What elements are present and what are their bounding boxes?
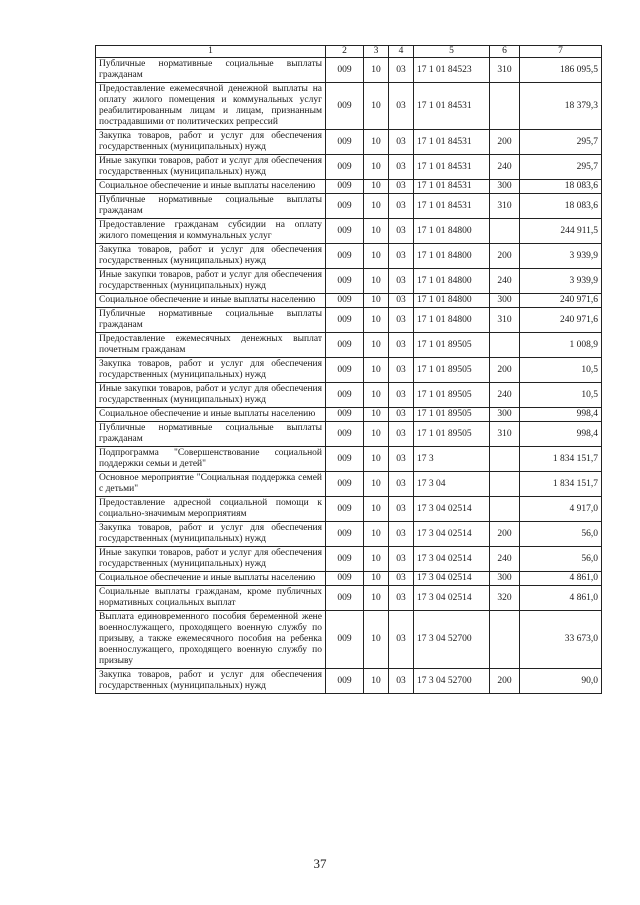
row-subsection-code: 03 bbox=[389, 422, 414, 447]
row-subsection-code: 03 bbox=[389, 358, 414, 383]
row-subsection-code: 03 bbox=[389, 547, 414, 572]
page-number: 37 bbox=[313, 856, 327, 871]
header-row bbox=[96, 46, 602, 58]
row-subsection-code: 03 bbox=[389, 308, 414, 333]
row-section-code: 10 bbox=[364, 547, 389, 572]
row-target-article-code: 17 1 01 84800 bbox=[414, 219, 490, 244]
row-name: Публичные нормативные социальные выплаты гражданам bbox=[96, 422, 326, 447]
row-target-article-code: 17 3 04 02514 bbox=[414, 522, 490, 547]
row-section-code: 10 bbox=[364, 180, 389, 194]
table-body bbox=[96, 58, 602, 694]
row-grbs-code: 009 bbox=[326, 422, 364, 447]
row-target-article-code: 17 1 01 84531 bbox=[414, 194, 490, 219]
row-amount: 240 971,6 bbox=[520, 294, 602, 308]
row-section-code: 10 bbox=[364, 244, 389, 269]
table-row bbox=[96, 472, 602, 497]
row-section-code: 10 bbox=[364, 586, 389, 611]
row-amount: 33 673,0 bbox=[520, 611, 602, 669]
header-cell: 5 bbox=[414, 46, 490, 58]
row-name: Социальное обеспечение и иные выплаты населению bbox=[96, 180, 326, 194]
row-expense-type-code bbox=[490, 219, 520, 244]
table-row bbox=[96, 155, 602, 180]
row-amount: 10,5 bbox=[520, 383, 602, 408]
row-target-article-code: 17 3 04 02514 bbox=[414, 497, 490, 522]
row-section-code: 10 bbox=[364, 497, 389, 522]
table-row bbox=[96, 244, 602, 269]
row-target-article-code: 17 1 01 89505 bbox=[414, 358, 490, 383]
row-amount: 56,0 bbox=[520, 547, 602, 572]
row-section-code: 10 bbox=[364, 130, 389, 155]
row-expense-type-code: 310 bbox=[490, 422, 520, 447]
row-subsection-code: 03 bbox=[389, 58, 414, 83]
row-section-code: 10 bbox=[364, 58, 389, 83]
row-amount: 244 911,5 bbox=[520, 219, 602, 244]
row-amount: 3 939,9 bbox=[520, 269, 602, 294]
row-expense-type-code: 200 bbox=[490, 244, 520, 269]
row-expense-type-code: 200 bbox=[490, 522, 520, 547]
row-grbs-code: 009 bbox=[326, 83, 364, 130]
row-section-code: 10 bbox=[364, 522, 389, 547]
row-name: Предоставление ежемесячных денежных выплат почетным гражданам bbox=[96, 333, 326, 358]
row-section-code: 10 bbox=[364, 472, 389, 497]
table-row bbox=[96, 522, 602, 547]
table-row bbox=[96, 669, 602, 694]
row-subsection-code: 03 bbox=[389, 155, 414, 180]
row-target-article-code: 17 3 04 52700 bbox=[414, 611, 490, 669]
row-expense-type-code: 320 bbox=[490, 586, 520, 611]
row-grbs-code: 009 bbox=[326, 244, 364, 269]
table-row bbox=[96, 194, 602, 219]
row-grbs-code: 009 bbox=[326, 572, 364, 586]
row-amount: 295,7 bbox=[520, 130, 602, 155]
row-subsection-code: 03 bbox=[389, 194, 414, 219]
table-row bbox=[96, 358, 602, 383]
row-target-article-code: 17 1 01 84523 bbox=[414, 58, 490, 83]
row-section-code: 10 bbox=[364, 269, 389, 294]
row-amount: 56,0 bbox=[520, 522, 602, 547]
table-row bbox=[96, 130, 602, 155]
row-subsection-code: 03 bbox=[389, 447, 414, 472]
header-cell: 1 bbox=[96, 46, 326, 58]
row-grbs-code: 009 bbox=[326, 58, 364, 83]
header-cell: 2 bbox=[326, 46, 364, 58]
row-amount: 998,4 bbox=[520, 422, 602, 447]
row-section-code: 10 bbox=[364, 83, 389, 130]
row-grbs-code: 009 bbox=[326, 586, 364, 611]
row-grbs-code: 009 bbox=[326, 358, 364, 383]
row-section-code: 10 bbox=[364, 669, 389, 694]
row-target-article-code: 17 3 04 02514 bbox=[414, 586, 490, 611]
row-expense-type-code: 300 bbox=[490, 572, 520, 586]
row-name: Иные закупки товаров, работ и услуг для обеспечения государственных (муниципальных) нужд bbox=[96, 269, 326, 294]
row-expense-type-code: 300 bbox=[490, 408, 520, 422]
table-row bbox=[96, 572, 602, 586]
row-target-article-code: 17 3 04 02514 bbox=[414, 572, 490, 586]
row-expense-type-code: 240 bbox=[490, 155, 520, 180]
row-subsection-code: 03 bbox=[389, 611, 414, 669]
row-grbs-code: 009 bbox=[326, 155, 364, 180]
table-row bbox=[96, 611, 602, 669]
row-grbs-code: 009 bbox=[326, 180, 364, 194]
row-subsection-code: 03 bbox=[389, 219, 414, 244]
row-amount: 1 834 151,7 bbox=[520, 472, 602, 497]
row-section-code: 10 bbox=[364, 447, 389, 472]
row-grbs-code: 009 bbox=[326, 130, 364, 155]
row-name: Социальное обеспечение и иные выплаты населению bbox=[96, 572, 326, 586]
row-name: Закупка товаров, работ и услуг для обеспечения государственных (муниципальных) нужд bbox=[96, 669, 326, 694]
row-subsection-code: 03 bbox=[389, 244, 414, 269]
row-expense-type-code: 300 bbox=[490, 294, 520, 308]
row-amount: 240 971,6 bbox=[520, 308, 602, 333]
table-row bbox=[96, 408, 602, 422]
row-name: Иные закупки товаров, работ и услуг для обеспечения государственных (муниципальных) нужд bbox=[96, 383, 326, 408]
row-target-article-code: 17 3 04 02514 bbox=[414, 547, 490, 572]
row-grbs-code: 009 bbox=[326, 472, 364, 497]
row-grbs-code: 009 bbox=[326, 497, 364, 522]
row-grbs-code: 009 bbox=[326, 408, 364, 422]
table-row bbox=[96, 333, 602, 358]
row-expense-type-code: 200 bbox=[490, 669, 520, 694]
row-amount: 18 379,3 bbox=[520, 83, 602, 130]
row-amount: 186 095,5 bbox=[520, 58, 602, 83]
row-name: Иные закупки товаров, работ и услуг для обеспечения государственных (муниципальных) нужд bbox=[96, 155, 326, 180]
row-amount: 998,4 bbox=[520, 408, 602, 422]
row-amount: 90,0 bbox=[520, 669, 602, 694]
row-subsection-code: 03 bbox=[389, 522, 414, 547]
row-expense-type-code: 310 bbox=[490, 194, 520, 219]
row-amount: 3 939,9 bbox=[520, 244, 602, 269]
row-section-code: 10 bbox=[364, 308, 389, 333]
row-subsection-code: 03 bbox=[389, 333, 414, 358]
row-amount: 4 861,0 bbox=[520, 586, 602, 611]
row-grbs-code: 009 bbox=[326, 611, 364, 669]
row-name: Закупка товаров, работ и услуг для обеспечения государственных (муниципальных) нужд bbox=[96, 244, 326, 269]
table-row bbox=[96, 497, 602, 522]
row-section-code: 10 bbox=[364, 333, 389, 358]
row-target-article-code: 17 1 01 84800 bbox=[414, 294, 490, 308]
row-subsection-code: 03 bbox=[389, 497, 414, 522]
row-name: Закупка товаров, работ и услуг для обеспечения государственных (муниципальных) нужд bbox=[96, 130, 326, 155]
row-subsection-code: 03 bbox=[389, 472, 414, 497]
row-subsection-code: 03 bbox=[389, 294, 414, 308]
row-section-code: 10 bbox=[364, 408, 389, 422]
row-target-article-code: 17 1 01 89505 bbox=[414, 333, 490, 358]
row-amount: 1 834 151,7 bbox=[520, 447, 602, 472]
row-expense-type-code bbox=[490, 447, 520, 472]
row-section-code: 10 bbox=[364, 294, 389, 308]
row-section-code: 10 bbox=[364, 219, 389, 244]
row-target-article-code: 17 1 01 84531 bbox=[414, 83, 490, 130]
row-name: Подпрограмма "Совершенствование социальной поддержки семьи и детей" bbox=[96, 447, 326, 472]
row-name: Социальные выплаты гражданам, кроме публичных нормативных социальных выплат bbox=[96, 586, 326, 611]
row-name: Публичные нормативные социальные выплаты гражданам bbox=[96, 308, 326, 333]
row-subsection-code: 03 bbox=[389, 408, 414, 422]
row-subsection-code: 03 bbox=[389, 669, 414, 694]
row-subsection-code: 03 bbox=[389, 130, 414, 155]
row-target-article-code: 17 1 01 84800 bbox=[414, 244, 490, 269]
row-section-code: 10 bbox=[364, 155, 389, 180]
header-cell: 7 bbox=[520, 46, 602, 58]
row-grbs-code: 009 bbox=[326, 308, 364, 333]
row-grbs-code: 009 bbox=[326, 269, 364, 294]
row-name: Закупка товаров, работ и услуг для обеспечения государственных (муниципальных) нужд bbox=[96, 522, 326, 547]
row-subsection-code: 03 bbox=[389, 269, 414, 294]
row-grbs-code: 009 bbox=[326, 219, 364, 244]
row-target-article-code: 17 1 01 89505 bbox=[414, 422, 490, 447]
row-expense-type-code: 200 bbox=[490, 130, 520, 155]
row-target-article-code: 17 3 04 52700 bbox=[414, 669, 490, 694]
row-expense-type-code bbox=[490, 472, 520, 497]
row-section-code: 10 bbox=[364, 572, 389, 586]
row-expense-type-code: 310 bbox=[490, 308, 520, 333]
row-amount: 10,5 bbox=[520, 358, 602, 383]
row-name: Предоставление ежемесячной денежной выплаты на оплату жилого помещения и коммунальных услуг реабилитированным лицам и лицам, признанным пострадавшими от политических репрессий bbox=[96, 83, 326, 130]
row-name: Публичные нормативные социальные выплаты гражданам bbox=[96, 194, 326, 219]
row-section-code: 10 bbox=[364, 194, 389, 219]
row-target-article-code: 17 1 01 84800 bbox=[414, 308, 490, 333]
row-target-article-code: 17 1 01 84531 bbox=[414, 130, 490, 155]
row-expense-type-code: 200 bbox=[490, 358, 520, 383]
row-name: Социальное обеспечение и иные выплаты населению bbox=[96, 294, 326, 308]
budget-table bbox=[95, 45, 602, 694]
table-row bbox=[96, 83, 602, 130]
row-target-article-code: 17 1 01 84531 bbox=[414, 180, 490, 194]
row-grbs-code: 009 bbox=[326, 522, 364, 547]
row-expense-type-code bbox=[490, 497, 520, 522]
row-name: Публичные нормативные социальные выплаты гражданам bbox=[96, 58, 326, 83]
row-subsection-code: 03 bbox=[389, 383, 414, 408]
row-target-article-code: 17 3 bbox=[414, 447, 490, 472]
row-expense-type-code bbox=[490, 83, 520, 130]
row-name: Основное мероприятие "Социальная поддержка семей с детьми" bbox=[96, 472, 326, 497]
row-section-code: 10 bbox=[364, 383, 389, 408]
row-target-article-code: 17 1 01 84531 bbox=[414, 155, 490, 180]
row-subsection-code: 03 bbox=[389, 586, 414, 611]
row-section-code: 10 bbox=[364, 422, 389, 447]
table-row bbox=[96, 58, 602, 83]
row-target-article-code: 17 1 01 84800 bbox=[414, 269, 490, 294]
row-name: Социальное обеспечение и иные выплаты населению bbox=[96, 408, 326, 422]
table-row bbox=[96, 294, 602, 308]
row-grbs-code: 009 bbox=[326, 294, 364, 308]
table-row bbox=[96, 269, 602, 294]
table-row bbox=[96, 547, 602, 572]
row-subsection-code: 03 bbox=[389, 180, 414, 194]
row-amount: 295,7 bbox=[520, 155, 602, 180]
row-amount: 4 917,0 bbox=[520, 497, 602, 522]
row-target-article-code: 17 1 01 89505 bbox=[414, 383, 490, 408]
row-expense-type-code: 240 bbox=[490, 383, 520, 408]
row-name: Выплата единовременного пособия беременной жене военнослужащего, проходящего военную службу по призыву, а также ежемесячного пособия на ребенка военнослужащего, проходящего военную службу по призыву bbox=[96, 611, 326, 669]
header-cell: 4 bbox=[389, 46, 414, 58]
table-row bbox=[96, 219, 602, 244]
row-grbs-code: 009 bbox=[326, 333, 364, 358]
row-amount: 1 008,9 bbox=[520, 333, 602, 358]
row-expense-type-code: 300 bbox=[490, 180, 520, 194]
row-expense-type-code bbox=[490, 611, 520, 669]
row-name: Предоставление адресной социальной помощи к социально-значимым мероприятиям bbox=[96, 497, 326, 522]
table-row bbox=[96, 180, 602, 194]
row-grbs-code: 009 bbox=[326, 383, 364, 408]
row-grbs-code: 009 bbox=[326, 194, 364, 219]
row-amount: 4 861,0 bbox=[520, 572, 602, 586]
row-subsection-code: 03 bbox=[389, 83, 414, 130]
row-target-article-code: 17 3 04 bbox=[414, 472, 490, 497]
row-expense-type-code: 240 bbox=[490, 547, 520, 572]
row-amount: 18 083,6 bbox=[520, 194, 602, 219]
row-grbs-code: 009 bbox=[326, 447, 364, 472]
row-section-code: 10 bbox=[364, 611, 389, 669]
row-expense-type-code bbox=[490, 333, 520, 358]
row-grbs-code: 009 bbox=[326, 547, 364, 572]
header-cell: 3 bbox=[364, 46, 389, 58]
row-expense-type-code: 240 bbox=[490, 269, 520, 294]
row-target-article-code: 17 1 01 89505 bbox=[414, 408, 490, 422]
header-cell: 6 bbox=[490, 46, 520, 58]
table-row bbox=[96, 586, 602, 611]
row-name: Закупка товаров, работ и услуг для обеспечения государственных (муниципальных) нужд bbox=[96, 358, 326, 383]
row-section-code: 10 bbox=[364, 358, 389, 383]
row-grbs-code: 009 bbox=[326, 669, 364, 694]
table-row bbox=[96, 308, 602, 333]
row-expense-type-code: 310 bbox=[490, 58, 520, 83]
table-row bbox=[96, 422, 602, 447]
row-amount: 18 083,6 bbox=[520, 180, 602, 194]
table-row bbox=[96, 447, 602, 472]
row-name: Иные закупки товаров, работ и услуг для обеспечения государственных (муниципальных) нужд bbox=[96, 547, 326, 572]
table-row bbox=[96, 383, 602, 408]
row-name: Предоставление гражданам субсидии на оплату жилого помещения и коммунальных услуг bbox=[96, 219, 326, 244]
row-subsection-code: 03 bbox=[389, 572, 414, 586]
